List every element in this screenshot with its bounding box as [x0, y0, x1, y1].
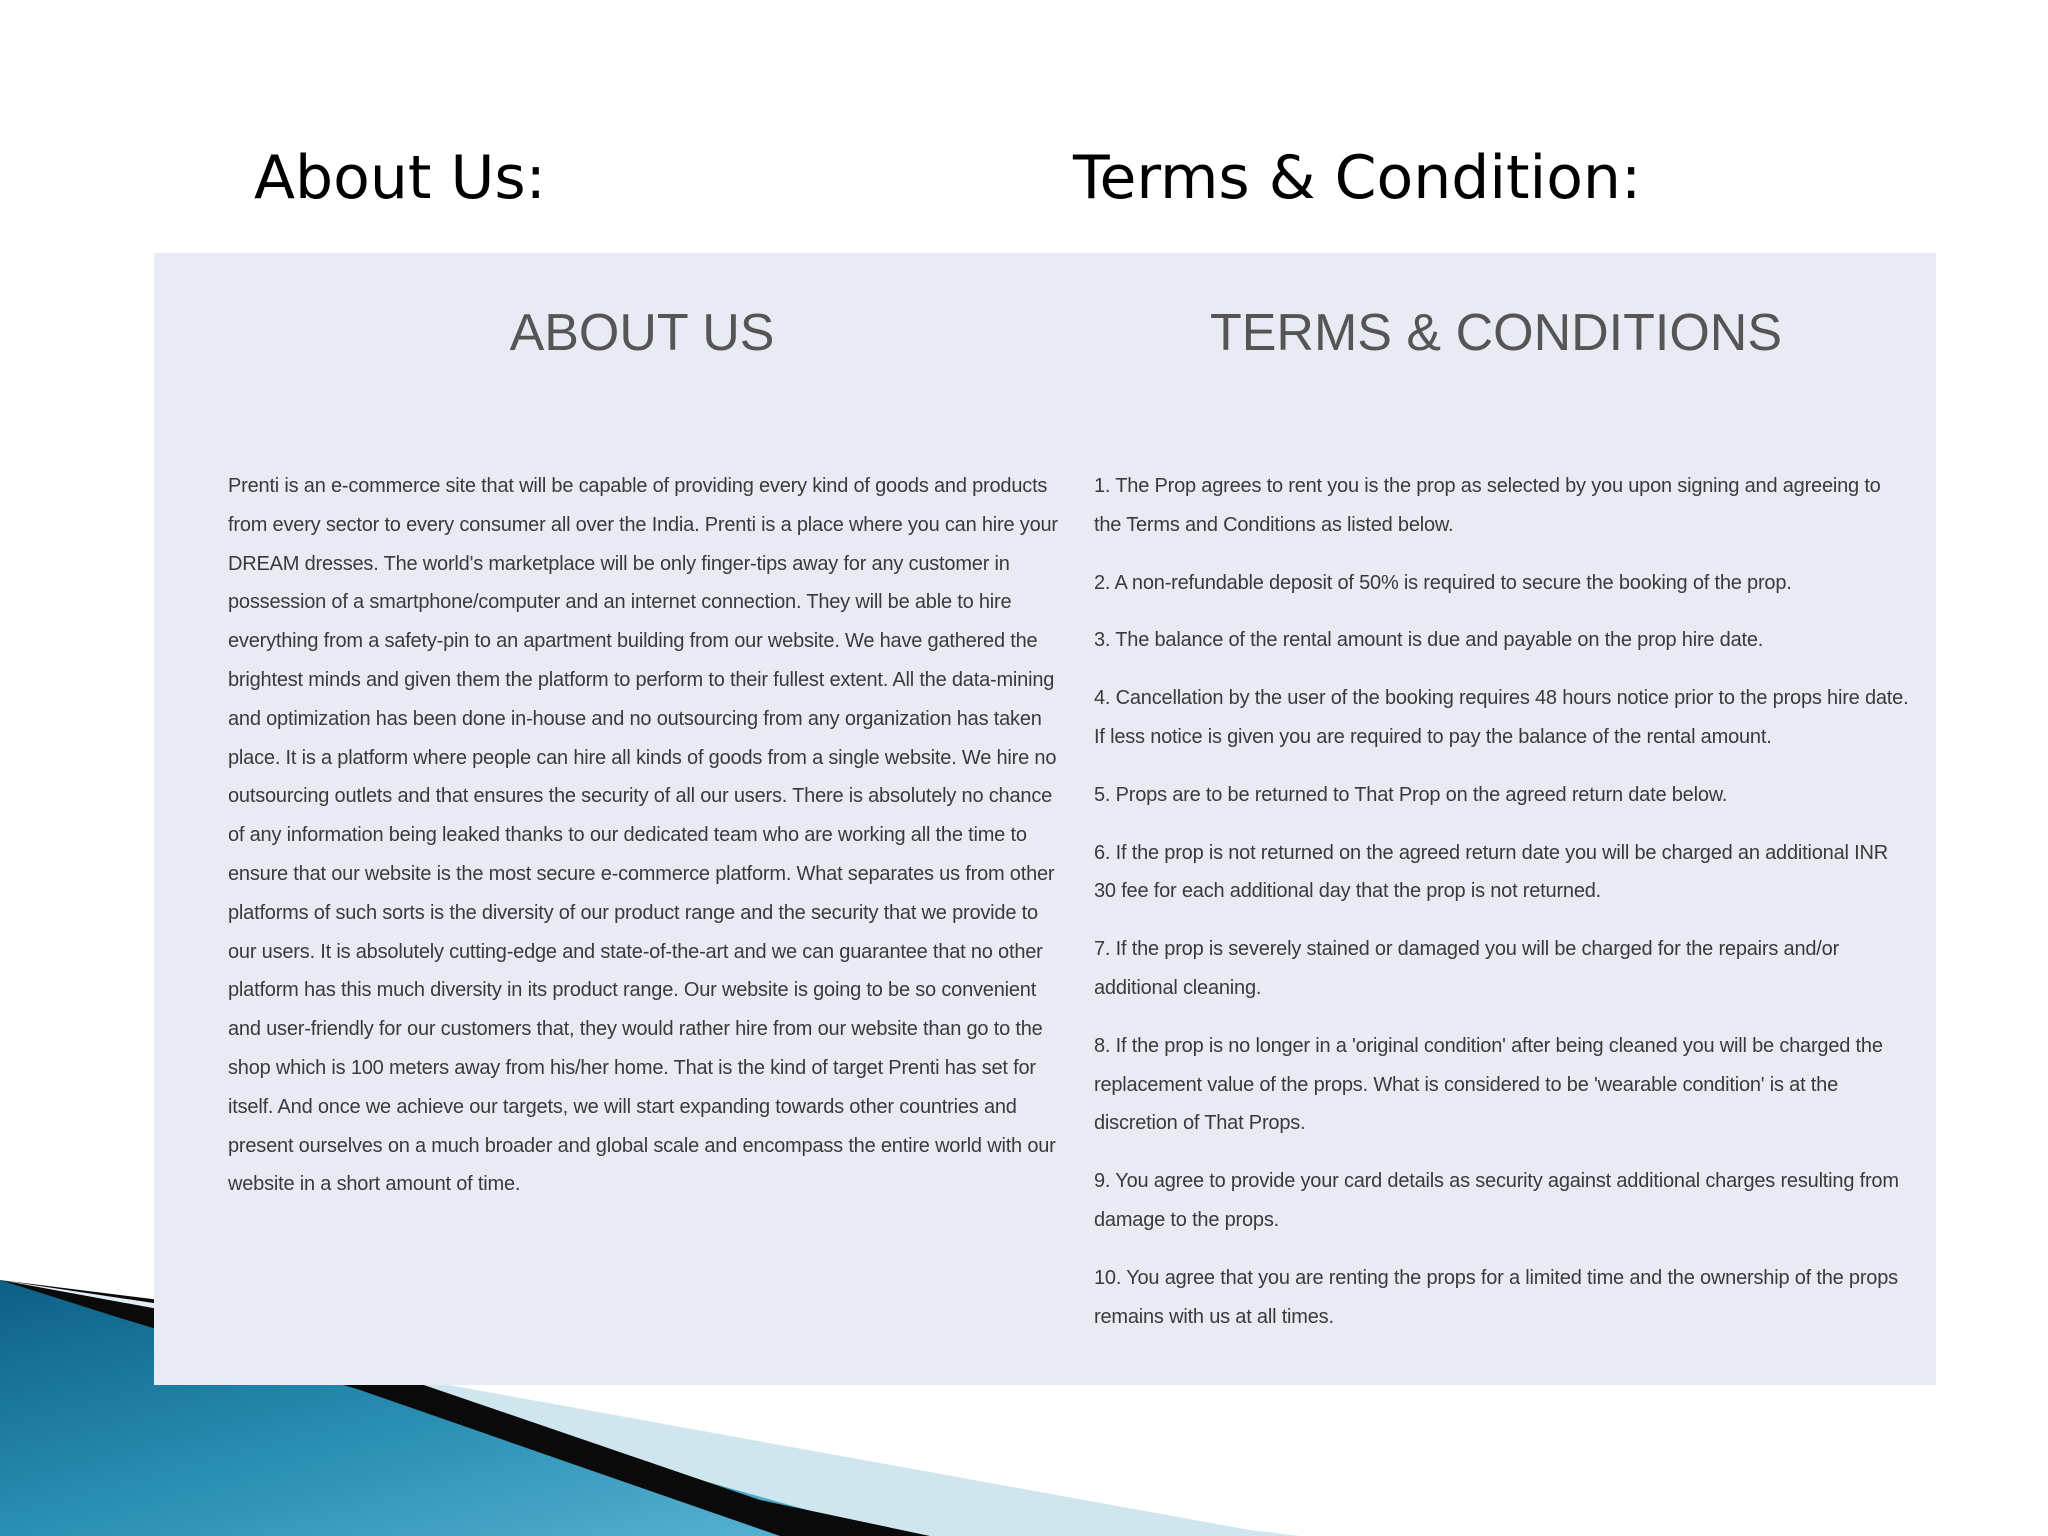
terms-conditions-title: TERMS & CONDITIONS	[1209, 304, 1783, 362]
about-us-body-text: Prenti is an e-commerce site that will be capable of providing every kind of goods and products from every sector to every consumer all over the India. Prenti is a place where you can hire your DREAM dresses. The world's marketplace will be only finger-tips away for any customer in possession of a smartphone/computer and an internet connection. They will be able to hire everything from a safety-pin to an apartment building from our website. We have gathered the brightest minds and given them the platform to perform to their fullest extent. All the data-mining and optimization has been done in-house and no outsourcing from any organization has taken place. It is a platform where people can hire all kinds of goods from a single website. We hire no outsourcing outlets and that ensures the security of all our users. There is absolutely no chance of any information being leaked thanks to our dedicated team who are working all the time to ensure that our website is the most secure e-commerce platform. What separates us from other platforms of such sorts is the diversity of our product range and the security that we provide to our users. It is absolutely cutting-edge and state-of-the-art and we can guarantee that no other platform has this much diversity in its product range. Our website is going to be so convenient and user-friendly for our customers that, they would rather hire from our website than go to the shop which is 100 meters away from his/her home. That is the kind of target Prenti has set for itself. And once we achieve our targets, we will start expanding towards other countries and present ourselves on a much broader and global scale and encompass the entire world with our website in a short amount of time.	[228, 475, 1058, 1196]
terms-item: 3. The balance of the rental amount is due and payable on the prop hire date.	[1094, 629, 1764, 652]
terms-item: 9. You agree to provide your card details as security against additional charges resulting from damage to the props.	[1094, 1170, 1899, 1231]
terms-item: 5. Props are to be returned to That Prop on the agreed return date below.	[1094, 783, 1728, 806]
terms-item: 6. If the prop is not returned on the agreed return date you will be charged an additional INR 30 fee for each additional day that the prop is not returned.	[1094, 841, 1888, 903]
terms-item: 8. If the prop is no longer in a 'original condition' after being cleaned you will be charged the replacement value of the props. What is considered to be 'wearable condition' is at the discretion of That Props.	[1094, 1034, 1883, 1135]
terms-item: 1. The Prop agrees to rent you is the prop as selected by you upon signing and agreeing to the Terms and Conditions as listed below.	[1094, 475, 1881, 536]
about-us-slide-heading: About Us:	[254, 143, 546, 213]
terms-item: 7. If the prop is severely stained or damaged you will be charged for the repairs and/or additional cleaning.	[1094, 938, 1840, 999]
terms-item: 4. Cancellation by the user of the booking requires 48 hours notice prior to the props hire date. If less notice is given you are required to pay the balance of the rental amount.	[1094, 687, 1909, 748]
about-us-title: ABOUT US	[509, 304, 775, 362]
terms-item: 10. You agree that you are renting the props for a limited time and the ownership of the props remains with us at all times.	[1094, 1266, 1898, 1328]
terms-condition-slide-heading: Terms & Condition:	[1073, 143, 1642, 213]
terms-list	[1094, 467, 1912, 1355]
terms-item: 2. A non-refundable deposit of 50% is required to secure the booking of the prop.	[1094, 571, 1792, 594]
website-screenshot-panel	[154, 253, 1936, 1385]
